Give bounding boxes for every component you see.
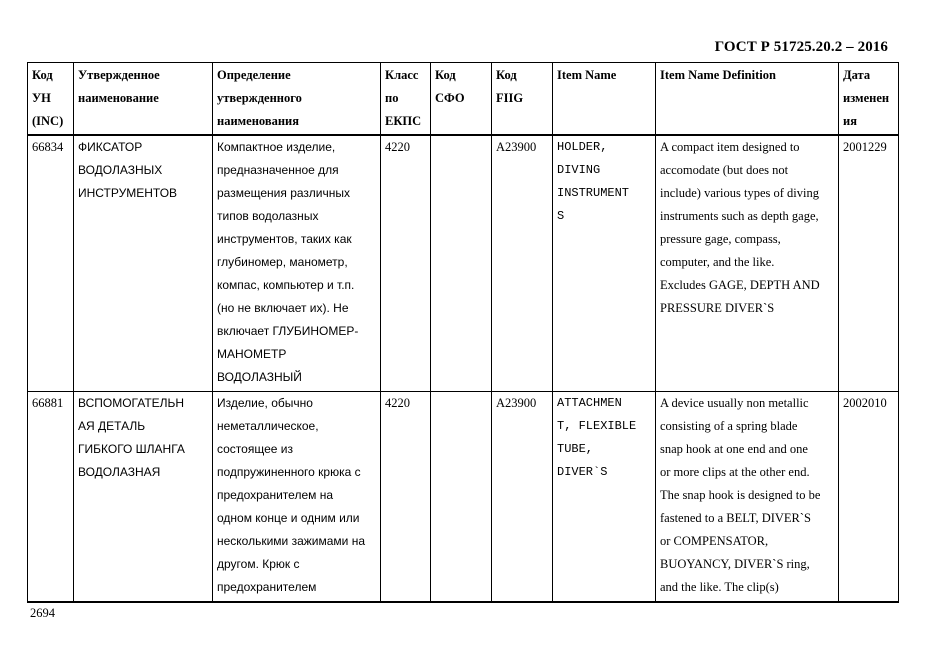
cell-class: 4220 [381, 392, 431, 603]
col-header-definition: Определение утвержденного наименования [213, 63, 381, 136]
col-header-fiig: Код FIIG [492, 63, 553, 136]
cell-approved-name: ФИКСАТОР ВОДОЛАЗНЫХ ИНСТРУМЕНТОВ [74, 135, 213, 392]
cell-item-name: HOLDER, DIVING INSTRUMENT S [553, 135, 656, 392]
cell-item-definition: A compact item designed to accomodate (but does not include) various types of diving instruments such as depth gage, pressure gage, compass, computer, and the like. Excludes GAGE, DEPTH AND PRESSURE DIVER`S [656, 135, 839, 392]
cell-item-definition: A device usually non metallic consisting of a spring blade snap hook at one end and one or more clips at the other end. The snap hook is designed to be fastened to a BELT, DIVER`S or COMPENSATOR, BUOYANCY, DIVER`S ring, and the like. The clip(s) [656, 392, 839, 603]
col-header-item-name: Item Name [553, 63, 656, 136]
col-header-date: Дата изменен ия [839, 63, 899, 136]
cell-sfo [431, 135, 492, 392]
cell-sfo [431, 392, 492, 603]
table-row [28, 135, 899, 392]
document-standard-id: ГОСТ Р 51725.20.2 – 2016 [714, 39, 888, 55]
catalog-table [27, 62, 899, 603]
table-header-row [28, 63, 899, 136]
cell-fiig: A23900 [492, 135, 553, 392]
cell-definition: Изделие, обычно неметаллическое, состоящее из подпружиненного крюка с предохранителем на одном конце и одним или несколькими зажимами на другом. Крюк с предохранителем [213, 392, 381, 603]
col-header-item-definition: Item Name Definition [656, 63, 839, 136]
cell-inc: 66881 [28, 392, 74, 603]
col-header-class: Класс по ЕКПС [381, 63, 431, 136]
cell-item-name: ATTACHMEN T, FLEXIBLE TUBE, DIVER`S [553, 392, 656, 603]
col-header-sfo: Код СФО [431, 63, 492, 136]
cell-fiig: A23900 [492, 392, 553, 603]
col-header-approved-name: Утвержденное наименование [74, 63, 213, 136]
cell-inc: 66834 [28, 135, 74, 392]
page-number: 2694 [30, 606, 55, 620]
cell-class: 4220 [381, 135, 431, 392]
table-row [28, 392, 899, 603]
cell-date: 2001229 [839, 135, 899, 392]
cell-date: 2002010 [839, 392, 899, 603]
col-header-inc: Код УН (INC) [28, 63, 74, 136]
cell-definition: Компактное изделие, предназначенное для размещения различных типов водолазных инструментов, таких как глубиномер, манометр, компас, компьютер и т.п. (но не включает их). Не включает ГЛУБИНОМЕР- МАНОМЕТР ВОДОЛАЗНЫЙ [213, 135, 381, 392]
cell-approved-name: ВСПОМОГАТЕЛЬН АЯ ДЕТАЛЬ ГИБКОГО ШЛАНГА ВОДОЛАЗНАЯ [74, 392, 213, 603]
